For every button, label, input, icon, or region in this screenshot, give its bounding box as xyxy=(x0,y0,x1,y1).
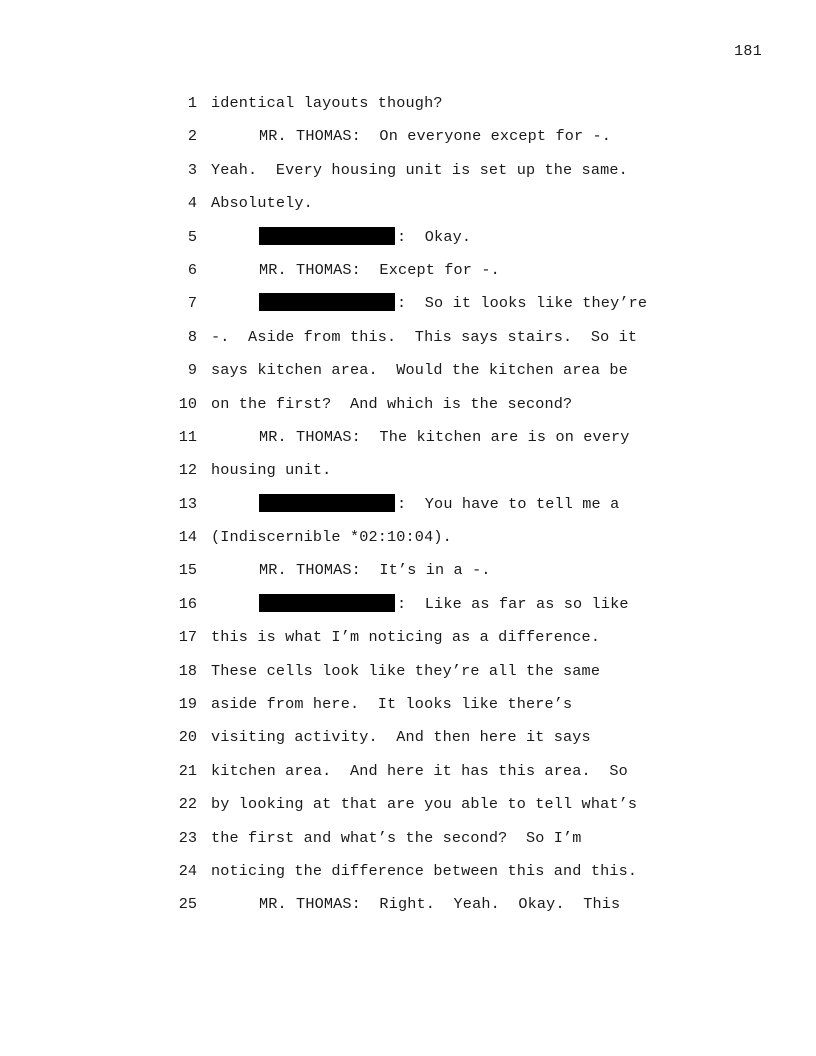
transcript-line xyxy=(0,192,816,225)
transcript-line xyxy=(0,559,816,592)
line-number: 13 xyxy=(178,494,197,513)
line-text: the first and what’s the second? So I’m xyxy=(211,828,582,847)
line-text: kitchen area. And here it has this area. So xyxy=(211,761,628,780)
line-text: : Like as far as so like xyxy=(397,594,629,613)
line-number: 2 xyxy=(187,127,197,146)
transcript-body xyxy=(0,92,816,927)
transcript-line xyxy=(0,125,816,158)
line-text: by looking at that are you able to tell what’s xyxy=(211,795,638,814)
line-text-container xyxy=(211,159,628,181)
line-number: 4 xyxy=(187,194,197,213)
line-text-container xyxy=(211,125,611,147)
transcript-line xyxy=(0,359,816,392)
line-number: 14 xyxy=(178,528,197,547)
transcript-line xyxy=(0,793,816,826)
line-text-container xyxy=(211,259,500,281)
line-text: : You have to tell me a xyxy=(397,494,620,513)
line-text: says kitchen area. Would the kitchen area be xyxy=(211,361,628,380)
line-text: on the first? And which is the second? xyxy=(211,394,573,413)
line-text-container xyxy=(211,760,628,782)
line-number: 21 xyxy=(178,761,197,780)
page-number: 181 xyxy=(734,43,762,60)
line-number: 9 xyxy=(187,361,197,380)
transcript-line xyxy=(0,326,816,359)
line-number: 19 xyxy=(178,695,197,714)
line-text-container xyxy=(211,426,630,448)
transcript-line xyxy=(0,292,816,325)
line-text-container xyxy=(211,893,620,915)
line-text: MR. THOMAS: On everyone except for -. xyxy=(259,127,612,146)
line-text: Absolutely. xyxy=(211,194,313,213)
line-text-container xyxy=(211,326,637,348)
line-text: visiting activity. And then here it says xyxy=(211,728,591,747)
line-text-container xyxy=(211,359,628,381)
transcript-line xyxy=(0,593,816,626)
transcript-line xyxy=(0,827,816,860)
redaction-box xyxy=(259,494,395,512)
line-number: 18 xyxy=(178,661,197,680)
transcript-line xyxy=(0,526,816,559)
line-number: 15 xyxy=(178,561,197,580)
line-text: These cells look like they’re all the same xyxy=(211,661,601,680)
transcript-line xyxy=(0,159,816,192)
redaction-box xyxy=(259,594,395,612)
transcript-line xyxy=(0,393,816,426)
transcript-line xyxy=(0,693,816,726)
line-text: this is what I’m noticing as a difference. xyxy=(211,628,601,647)
line-text-container xyxy=(211,860,637,882)
line-number: 3 xyxy=(187,160,197,179)
line-number: 8 xyxy=(187,327,197,346)
line-number: 22 xyxy=(178,795,197,814)
line-text-container xyxy=(211,793,637,815)
line-text-container xyxy=(211,393,572,415)
line-number: 6 xyxy=(187,260,197,279)
line-text-container xyxy=(211,626,600,648)
line-number: 23 xyxy=(178,828,197,847)
line-text-container xyxy=(211,693,572,715)
line-text: MR. THOMAS: It’s in a -. xyxy=(259,561,491,580)
line-text: (Indiscernible *02:10:04). xyxy=(211,528,452,547)
transcript-line xyxy=(0,259,816,292)
line-number: 25 xyxy=(178,895,197,914)
line-number: 17 xyxy=(178,628,197,647)
line-text-container xyxy=(211,726,591,748)
line-text: MR. THOMAS: Right. Yeah. Okay. This xyxy=(259,895,621,914)
line-text: housing unit. xyxy=(211,461,332,480)
line-text: Yeah. Every housing unit is set up the same. xyxy=(211,160,628,179)
line-number: 24 xyxy=(178,861,197,880)
line-number: 12 xyxy=(178,461,197,480)
transcript-line xyxy=(0,726,816,759)
line-number: 20 xyxy=(178,728,197,747)
transcript-line xyxy=(0,893,816,926)
line-text: : Okay. xyxy=(397,227,472,246)
line-text-container xyxy=(211,559,491,581)
line-text-container xyxy=(211,292,647,314)
transcript-line xyxy=(0,660,816,693)
line-text-container xyxy=(211,526,452,548)
line-text-container xyxy=(211,660,600,682)
line-text-container xyxy=(211,226,471,248)
line-number: 7 xyxy=(187,294,197,313)
transcript-line xyxy=(0,493,816,526)
redaction-box xyxy=(259,293,395,311)
line-number: 10 xyxy=(178,394,197,413)
line-number: 11 xyxy=(178,427,197,446)
line-text: MR. THOMAS: Except for -. xyxy=(259,260,500,279)
line-text: -. Aside from this. This says stairs. So it xyxy=(211,327,638,346)
line-text: : So it looks like they’re xyxy=(397,294,648,313)
line-text: MR. THOMAS: The kitchen are is on every xyxy=(259,427,630,446)
line-text-container xyxy=(211,192,313,214)
transcript-line xyxy=(0,459,816,492)
line-number: 1 xyxy=(187,94,197,112)
transcript-line xyxy=(0,860,816,893)
redaction-box xyxy=(259,227,395,245)
transcript-line xyxy=(0,226,816,259)
transcript-line xyxy=(0,760,816,793)
line-text: noticing the difference between this and this. xyxy=(211,861,638,880)
line-text-container xyxy=(211,493,619,515)
line-text: aside from here. It looks like there’s xyxy=(211,695,573,714)
line-text-container xyxy=(211,459,331,481)
line-number: 16 xyxy=(178,594,197,613)
transcript-line xyxy=(0,92,816,125)
line-text-container xyxy=(211,593,629,615)
line-text: identical layouts though? xyxy=(211,94,443,112)
line-text-container xyxy=(211,92,443,114)
line-number: 5 xyxy=(187,227,197,246)
line-text-container xyxy=(211,827,582,849)
transcript-line xyxy=(0,426,816,459)
transcript-line xyxy=(0,626,816,659)
